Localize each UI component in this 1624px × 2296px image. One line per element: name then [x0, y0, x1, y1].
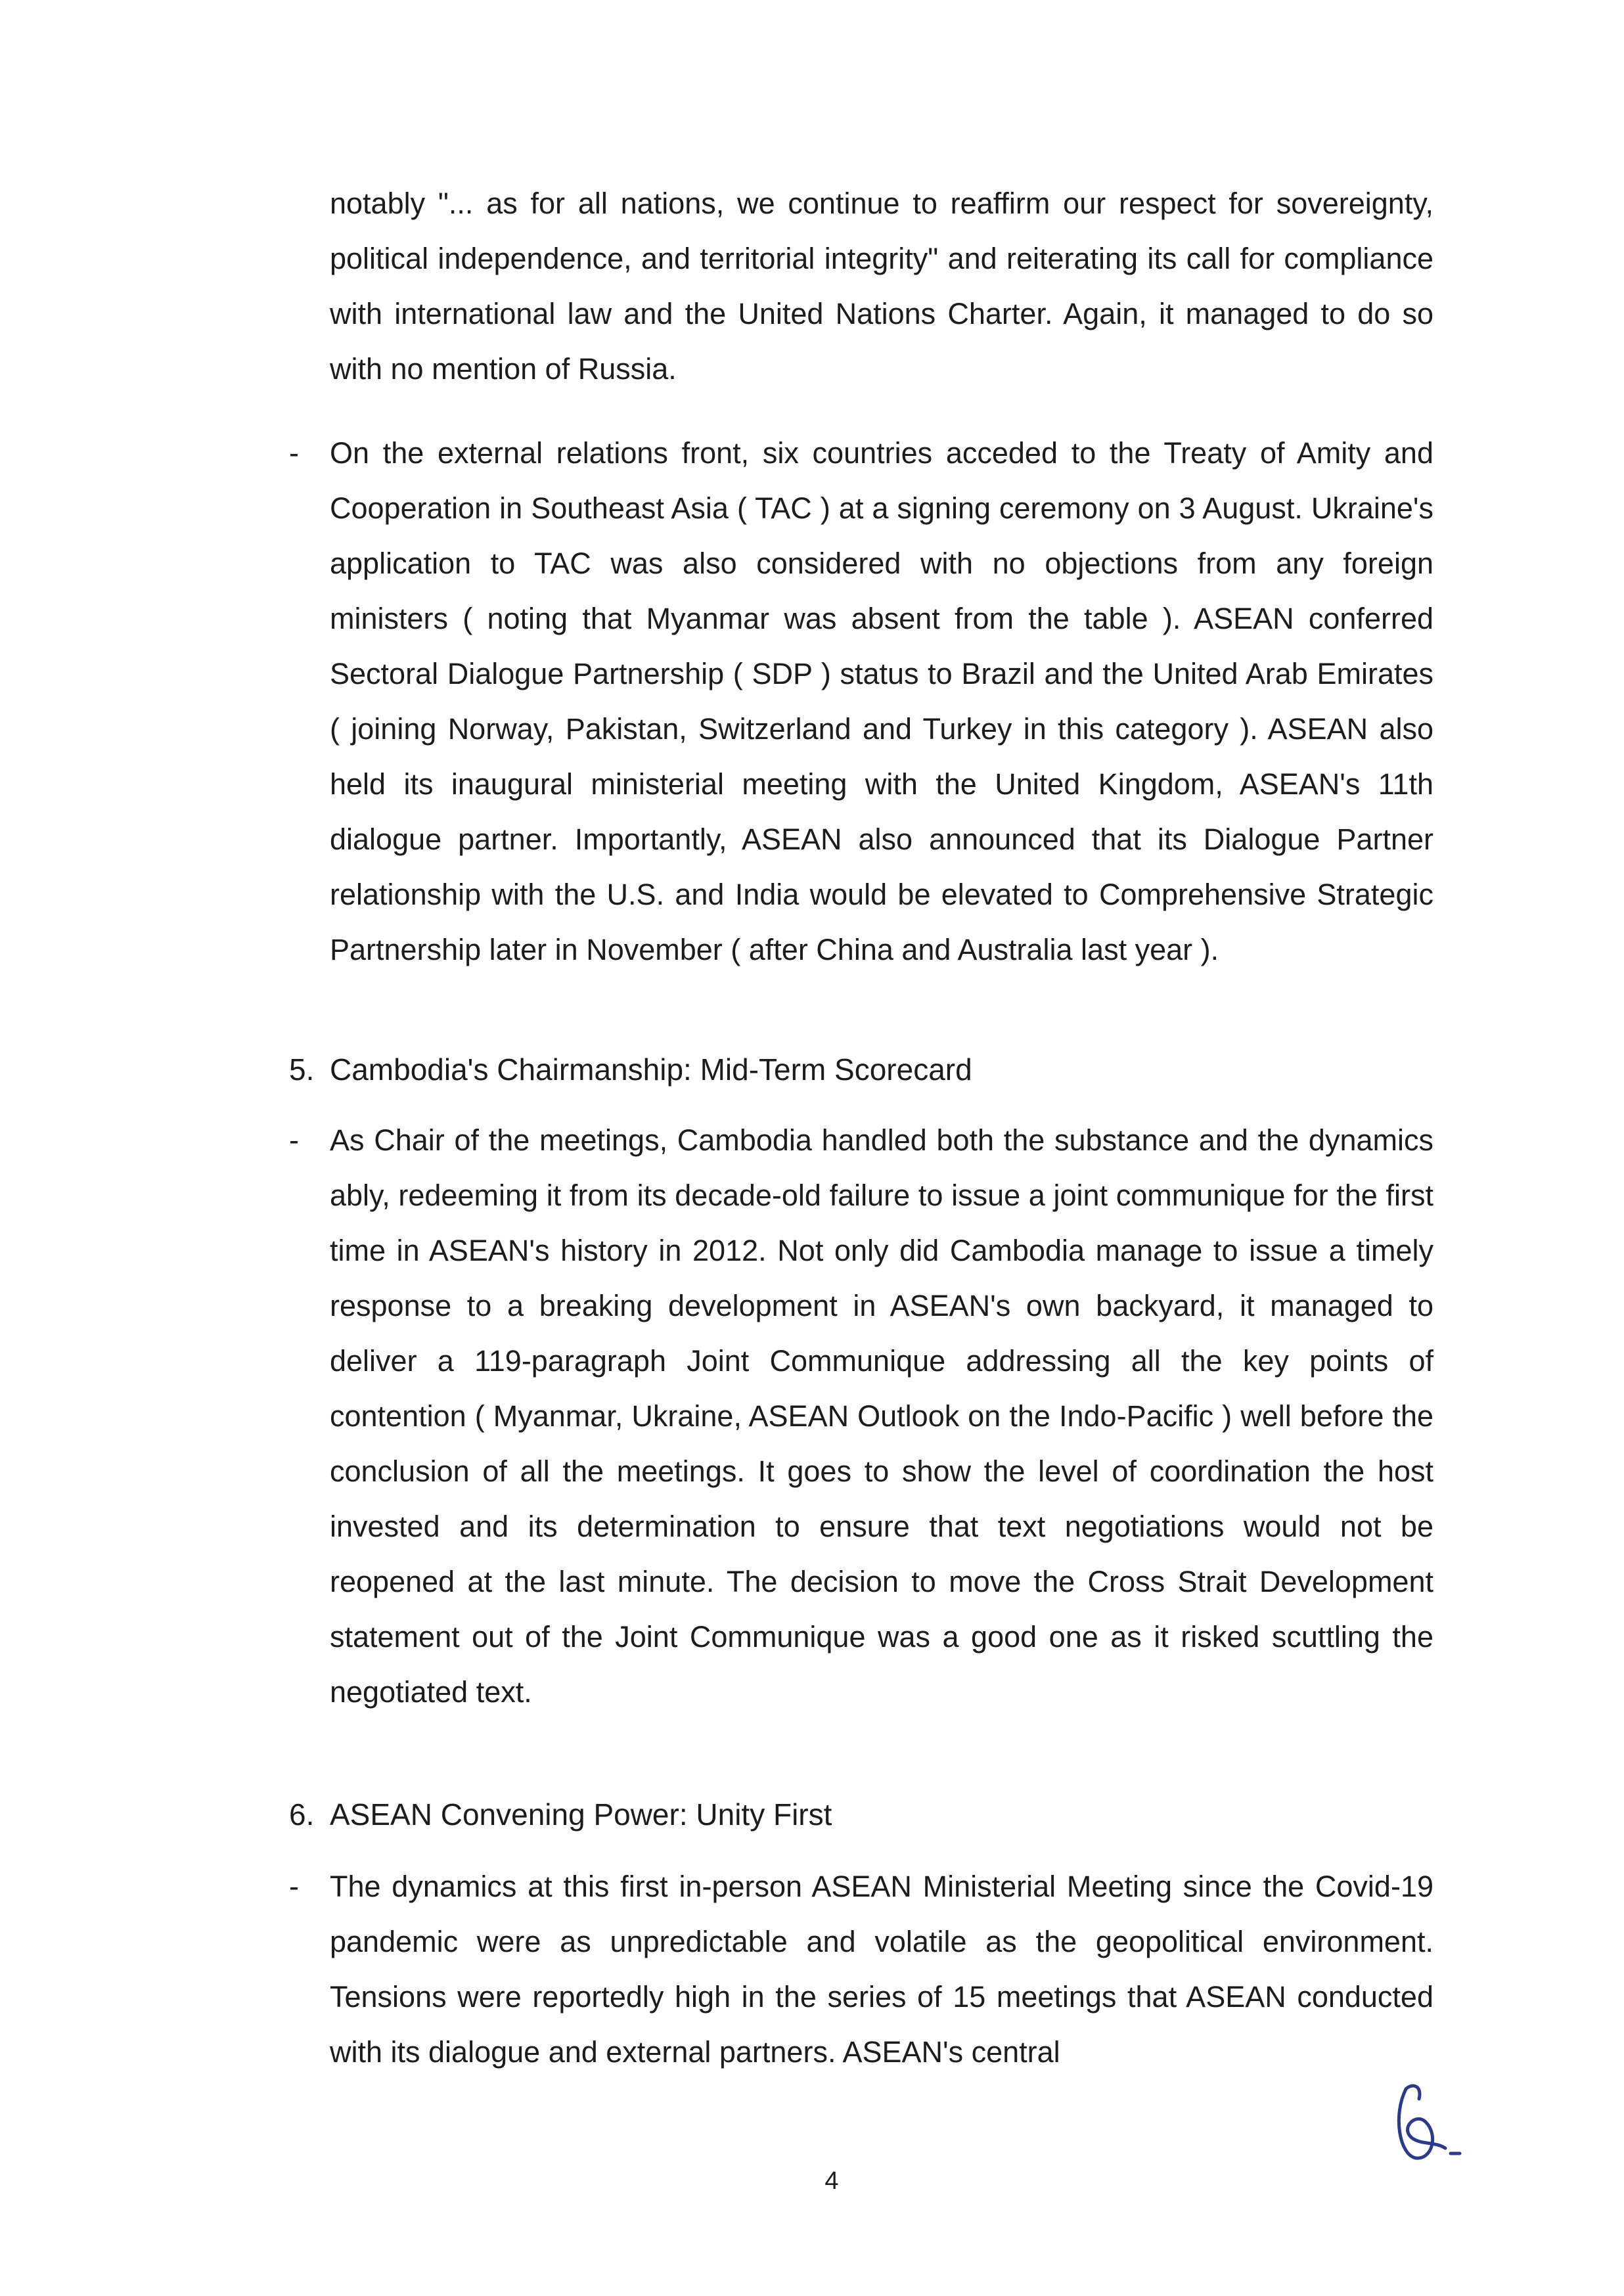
external-relations-paragraph: On the external relations front, six countries acceded to the Treaty of Amity and Cooperation in Southeast Asia ( TAC ) at a signing ceremony on 3 August. Ukraine's application to TAC was also considered with no objections from any foreign ministers ( noting that Myanmar was absent from the table ). ASEAN conferred Sectoral Dialogue Partnership ( SDP ) status to Brazil and the United Arab Emirates ( joining Norway, Pakistan, Switzerland and Turkey in this category ). ASEAN also held its inaugural ministerial meeting with the United Kingdom, ASEAN's 11th dialogue partner. Importantly, ASEAN also announced that its Dialogue Partner relationship with the U.S. and India would be elevated to Comprehensive Strategic Partnership later in November ( after China and Australia last year ).	[330, 436, 1433, 966]
handwritten-initial-signature	[1386, 2076, 1465, 2168]
section-6-title: ASEAN Convening Power: Unity First	[330, 1797, 832, 1832]
continuation-paragraph: notably "... as for all nations, we continue to reaffirm our respect for sovereignty, political independence, and territorial integrity" and reiterating its call for compliance with international law and the United Nations Charter. Again, it managed to do so with no mention of Russia.	[330, 187, 1433, 386]
section-6-paragraph: The dynamics at this first in-person ASEAN Ministerial Meeting since the Covid-19 pandemic were as unpredictable and volatile as the geopolitical environment. Tensions were reportedly high in the series of 15 meetings that ASEAN conducted with its dialogue and external partners. ASEAN's central	[330, 1870, 1433, 2069]
section-5-number: 5.	[289, 1052, 315, 1087]
bullet-marker: -	[289, 436, 299, 470]
page-number: 4	[824, 2167, 839, 2195]
bullet-marker: -	[289, 1870, 299, 1903]
section-5-title: Cambodia's Chairmanship: Mid-Term Scorecard	[330, 1052, 972, 1087]
section-5-heading	[289, 1042, 972, 1097]
section-5-paragraph: As Chair of the meetings, Cambodia handled both the substance and the dynamics ably, redeeming it from its decade-old failure to issue a joint communique for the first time in ASEAN's history in 2012. Not only did Cambodia manage to issue a timely response to a breaking development in ASEAN's own backyard, it managed to deliver a 119-paragraph Joint Communique addressing all the key points of contention ( Myanmar, Ukraine, ASEAN Outlook on the Indo-Pacific ) well before the conclusion of all the meetings. It goes to show the level of coordination the host invested and its determination to ensure that text negotiations would not be reopened at the last minute. The decision to move the Cross Strait Development statement out of the Joint Communique was a good one as it risked scuttling the negotiated text.	[330, 1123, 1433, 1709]
section-6-number: 6.	[289, 1797, 315, 1832]
bullet-marker: -	[289, 1123, 299, 1157]
section-6-heading	[289, 1787, 832, 1842]
